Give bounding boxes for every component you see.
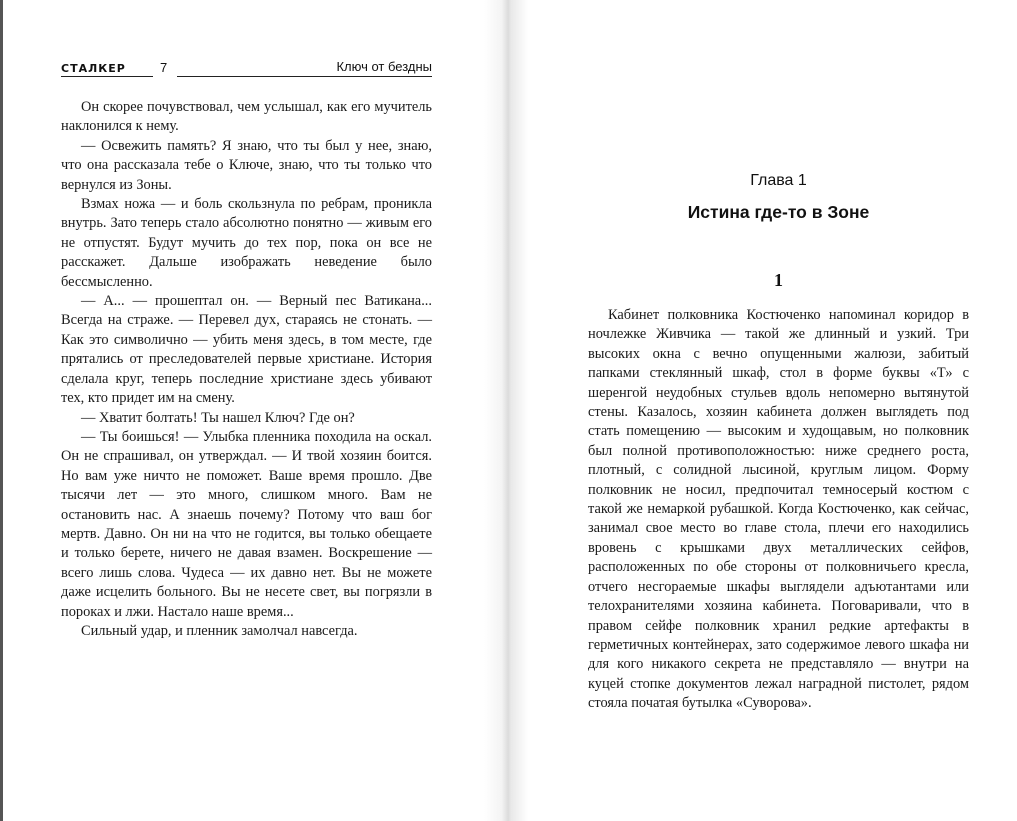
left-page [0, 0, 505, 821]
right-page [510, 0, 1017, 821]
paragraph: Он скорее почувствовал, чем услышал, как его мучитель наклонился к нему. [61, 99, 432, 135]
left-body-text [61, 98, 432, 641]
paragraph: — А... — прошептал он. — Верный пес Ватикана... Всегда на страже. — Перевел дух, стараясь не стонать. — Как это символично — убить меня здесь, в том месте, где прятались от преследователей первые христиане. История сделала круг, теперь последние христиане здесь убивают тех, кто придет им на смену. [61, 293, 432, 407]
paragraph: Взмах ножа — и боль скользнула по ребрам, проникла внутрь. Зато теперь стало абсолютно понятно — живым его не отпустят. Будут мучить до тех пор, пока он все не расскажет. Дальше изображать неведение было бессмысленно. [61, 196, 432, 290]
right-body-text [588, 306, 969, 714]
chapter-label: Глава 1 [750, 172, 807, 189]
section-number: 1 [774, 270, 783, 290]
chapter-title: Истина где-то в Зоне [687, 202, 870, 222]
paragraph: — Освежить память? Я знаю, что ты был у нее, знаю, что она рассказала тебе о Ключе, знаю, что ты только что вернулся из Зоны. [61, 137, 432, 193]
running-head-rule [61, 76, 153, 77]
book-title: Ключ от бездны [336, 59, 432, 74]
paragraph: — Хватит болтать! Ты нашел Ключ? Где он? [81, 409, 355, 426]
running-head [61, 60, 432, 80]
paragraph: Сильный удар, и пленник замолчал навсегда. [81, 622, 358, 639]
paragraph: Кабинет полковника Костюченко напоминал коридор в ночлежке Живчика — такой же длинный и узкий. Три высоких окна с вечно опущенными жалюзи, забитый папками стеклянный шкаф, стол в форме буквы «Т» с шеренгой неудобных стульев вдоль непомерно вытянутой стены. Казалось, хозяин кабинета должен выглядеть под стать помещению — высоким и худощавым, но полковник был полной противоположностью: ниже среднего роста, плотный, с солидной лысиной, круглым лицом. Форму полковник не носил, предпочитал темносерый костюм с такой же немаркой рубашкой. Когда Костюченко, как сейчас, занимал свое место во главе стола, плечи его находились вровень с крышками двух металлических сейфов, расположенных по обе стороны от полковничьего кресла, отчего несгораемые шкафы выглядели адъютантами или телохранителями хозяина кабинета. Поговаривали, что в правом сейфе полковник хранил редкие артефакты в герметичных контейнерах, зато содержимое левого шкафа ни для кого никакого секрета не представляло — внутри на куцей стопке документов лежал наградной пистолет, рядом стояла початая бутылка «Суворова». [588, 307, 969, 712]
paragraph: — Ты боишься! — Улыбка пленника походила на оскал. Он не спрашивал, он утверждал. — И твой хозяин боится. Но вам уже ничто не поможет. Ваше время прошло. Две тысячи лет — это много, слишком много. Вам не остановить нас. А знаешь почему? Потому что ваш бог мертв. Давно. Он ни на что не годится, вы только обещаете и только берете, ничего не давая взамен. Воскрешение — всего лишь слова. Чудеса — их давно нет. Вы не можете даже исцелить больного. Вы не несете свет, вы погрязли в пороках и лжи. Настало наше время... [61, 428, 432, 620]
series-name: СТАЛКЕР [61, 62, 126, 75]
page-number: 7 [160, 60, 168, 75]
running-head-rule [177, 76, 432, 77]
